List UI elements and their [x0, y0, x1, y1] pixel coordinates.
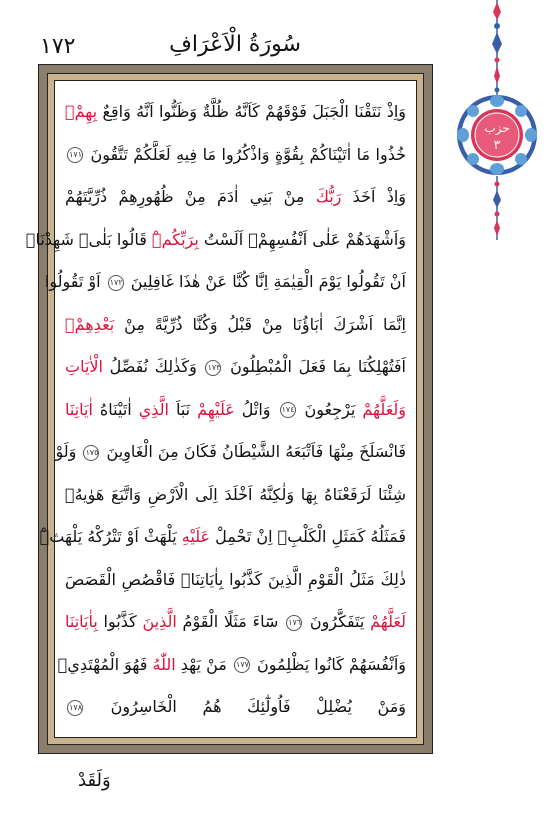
highlighted-word: الَّذِينَ: [142, 612, 177, 631]
highlighted-word: رَبُّكَ: [315, 187, 342, 206]
ayah-number-marker: ١٧١: [67, 147, 83, 163]
text-segment: اَنْ تَقُولُوا يَوْمَ الْقِيٰمَةِ اِنَّا كُنَّا عَنْ هٰذَا غَافِلِينَ: [125, 272, 406, 291]
ayah-number-marker: ١٧٨: [67, 700, 83, 716]
text-line: [65, 474, 406, 517]
text-line: [65, 134, 406, 177]
rosette-icon: [457, 95, 537, 175]
text-line: [65, 176, 406, 219]
text-line: [39, 516, 406, 559]
text-segment: كَذَّبُوا: [97, 612, 143, 631]
ayah-number-marker: ١٧٥: [83, 445, 99, 461]
hizb-number: ٣: [493, 138, 501, 153]
text-segment: ذٰلِكَ مَثَلُ الْقَوْمِ الَّذِينَ كَذَّبُوا بِاٰيَاتِنَاۚ فَاقْصُصِ الْقَصَصَ: [65, 569, 406, 589]
text-segment: وَاتْلُ: [234, 399, 278, 419]
text-segment: فَانْسَلَخَ مِنْهَا فَاَتْبَعَهُ الشَّيْطَانُ فَكَانَ مِنَ الْغَاوِينَ: [101, 442, 406, 461]
text-line: [57, 644, 406, 687]
ayah-number-marker: ١٧٣: [205, 360, 221, 376]
surah-title: سُورَةُ الْاَعْرَافِ: [169, 32, 301, 57]
text-segment: مَنْ يَهْدِ: [175, 654, 232, 674]
text-segment: اٰتَيْنَاهُ: [92, 399, 139, 419]
text-segment: سَٓاءَ مَثَلًا الْقَوْمُ: [176, 612, 285, 631]
text-segment: يَرْجِعُونَ: [297, 399, 363, 419]
text-segment: فَهُوَ الْمُهْتَدِيۚ: [57, 654, 153, 674]
text-segment: فَمَثَلُهُ كَمَثَلِ الْكَلْبِۚ اِنْ تَحْمِلْ: [210, 527, 406, 546]
text-segment: اِنَّمَا اَشْرَكَ اٰبَاؤُنَا مِنْ قَبْلُ وَكُنَّا ذُرِّيَّةً مِنْ: [114, 314, 406, 334]
ayah-number-marker: ١٧٢: [108, 275, 124, 291]
highlighted-word: وَلَعَلَّهُمْ: [362, 399, 407, 419]
highlighted-word: عَلَيْهِمْ: [197, 399, 235, 419]
text-segment: اَوْ تَقُولُوا: [44, 272, 106, 291]
text-line: [65, 559, 406, 602]
highlighted-word: بِهِمْۚ: [65, 102, 98, 121]
text-segment: نَبَاَ: [168, 399, 198, 419]
text-segment: وَاِذْ نَتَقْنَا الْجَبَلَ فَوْقَهُمْ كَاَنَّهُ ظُلَّةٌ وَظَنُّوا اَنَّهُ وَاقِعٌ: [97, 102, 406, 121]
quran-text-block: [25, 91, 407, 727]
text-line: [25, 219, 406, 262]
ayah-number-marker: ١٧٦: [286, 615, 302, 631]
page-header: [40, 30, 430, 64]
text-line: [65, 91, 406, 134]
text-line: [65, 686, 406, 729]
text-area: [25, 80, 417, 738]
frame-gold-band: [25, 73, 424, 745]
hizb-marker-ornament: [455, 0, 540, 240]
text-segment: خُذُوا مَا اٰتَيْنَاكُمْ بِقُوَّةٍ وَاذْكُرُوا مَا فِيهِ لَعَلَّكُمْ تَتَّقُونَ: [85, 144, 406, 164]
highlighted-word: اللّٰهُ: [152, 654, 176, 674]
highlighted-word: عَلَيْهِ: [181, 527, 211, 546]
text-line: [65, 304, 406, 347]
hizb-label: حزب: [484, 121, 510, 135]
stem-bud-icon: [492, 2, 502, 93]
text-segment: قَالُوا بَلٰىۚ شَهِدْنَاۚ: [25, 229, 153, 249]
highlighted-word: لَعَلَّهُمْ: [370, 612, 406, 631]
ayah-number-marker: ١٧٧: [234, 657, 250, 673]
text-segment: يَتَفَكَّرُونَ: [304, 612, 371, 631]
highlighted-word: الْاٰيَاتِ: [65, 357, 103, 376]
text-segment: وَمَنْ يُضْلِلْ فَاُولٰٓئِكَ هُمُ الْخَاسِرُونَ: [85, 697, 406, 716]
text-line: [55, 431, 406, 474]
text-segment: يَلْهَثْ اَوْ تَتْرُكْهُ يَلْهَثْۜ: [39, 527, 182, 546]
highlighted-word: اٰيَاتِنَا: [65, 399, 93, 419]
text-line: [65, 601, 406, 644]
text-segment: وَلَوْ: [55, 442, 82, 461]
text-segment: وَكَذٰلِكَ نُفَصِّلُ: [102, 357, 204, 376]
text-segment: مِنْ بَنِي اٰدَمَ مِنْ ظُهُورِهِمْ ذُرِّيَّتَهُمْ: [65, 187, 316, 206]
highlighted-word: بِرَبِّكُمْۜ: [152, 229, 199, 249]
page-frame: [25, 64, 433, 754]
ayah-number-marker: ١٧٤: [280, 402, 296, 418]
text-segment: وَاَشْهَدَهُمْ عَلٰى اَنْفُسِهِمْۚ اَلَسْتُ: [198, 229, 406, 249]
text-line: [65, 389, 406, 432]
text-line: [65, 346, 406, 389]
text-segment: وَاَنْفُسَهُمْ كَانُوا يَظْلِمُونَ: [251, 654, 406, 674]
text-line: [44, 261, 406, 304]
catchword: وَلَقَدْ: [78, 770, 111, 791]
highlighted-word: بِاٰيَاتِنَا: [65, 612, 98, 631]
text-segment: شِئْنَا لَرَفَعْنَاهُ بِهَا وَلٰكِنَّهُ اَخْلَدَ اِلَى الْاَرْضِ وَاتَّبَعَ هَوٰيهُۚ: [65, 484, 406, 504]
highlighted-word: بَعْدِهِمْۚ: [65, 314, 115, 334]
page-number: ١٧٢: [40, 34, 76, 59]
text-segment: اَفَتُهْلِكُنَا بِمَا فَعَلَ الْمُبْطِلُونَ: [223, 357, 407, 376]
highlighted-word: الَّذِي: [138, 399, 169, 419]
text-segment: وَاِذْ اَخَذَ: [341, 187, 407, 206]
